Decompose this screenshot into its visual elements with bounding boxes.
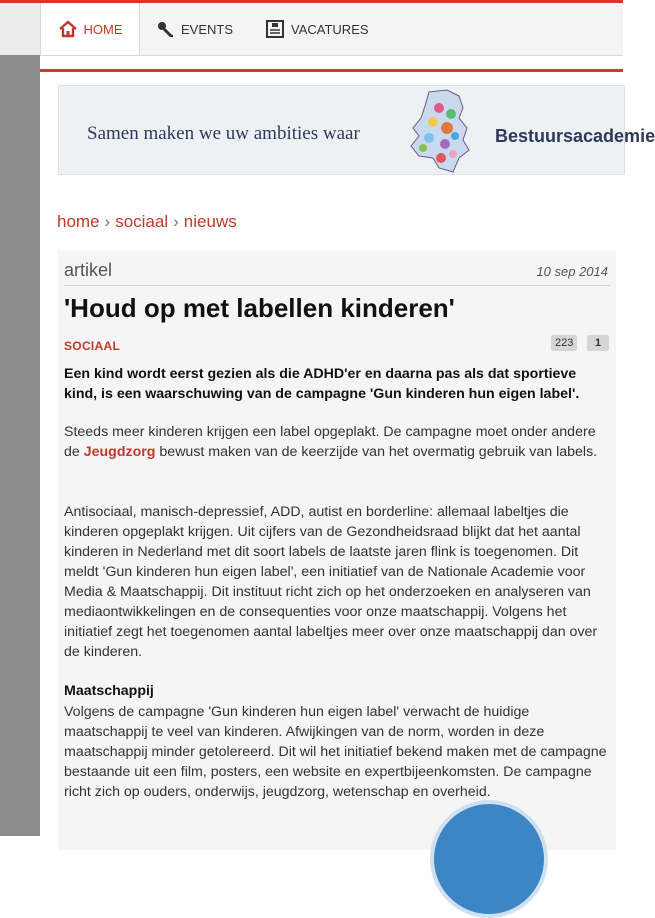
- advertisement-banner[interactable]: [58, 85, 655, 175]
- section-label: artikel: [64, 260, 113, 280]
- article-title: 'Houd op met labellen kinderen': [64, 293, 455, 323]
- main-navigation: [40, 3, 623, 56]
- netherlands-map-logo: [389, 88, 489, 174]
- home-icon: [58, 19, 78, 39]
- header-red-divider: [40, 69, 623, 72]
- breadcrumb-sociaal[interactable]: sociaal: [115, 212, 169, 231]
- breadcrumb-home[interactable]: home: [57, 212, 100, 231]
- article-intro: Een kind wordt eerst gezien als die ADHD'er en daarna pas als dat sportieve kind, is een waarschuwing van de campagne 'Gun kinderen hun eigen label'.: [64, 366, 580, 402]
- category-link[interactable]: SOCIAAL: [64, 339, 121, 353]
- microphone-icon: [155, 19, 175, 39]
- article-container: [58, 250, 616, 850]
- paragraph-text: bewust maken van de keerzijde van het overmatig gebruik van labels.: [155, 444, 598, 460]
- article-paragraph-1: [64, 422, 612, 462]
- nav-home-label: HOME: [83, 21, 123, 37]
- left-side-panel: [0, 55, 40, 836]
- comments-count-badge[interactable]: 1: [587, 335, 609, 351]
- nav-vacatures[interactable]: [265, 3, 369, 55]
- article-subheading: Maatschappij: [64, 683, 154, 699]
- article-divider: [64, 285, 610, 286]
- nav-vacatures-label: VACATURES: [291, 21, 369, 37]
- chevron-right-icon: ›: [104, 212, 111, 231]
- breadcrumb: [57, 212, 237, 232]
- nav-events[interactable]: [155, 3, 233, 55]
- chevron-right-icon: ›: [173, 212, 179, 231]
- document-icon: [265, 19, 285, 39]
- banner-slogan: Samen maken we uw ambities waar: [87, 123, 360, 144]
- breadcrumb-nieuws[interactable]: nieuws: [183, 212, 237, 231]
- paragraph-text: Steeds meer kinderen krijgen een label opgeplakt. De campagne moet onder andere de: [64, 424, 596, 460]
- jeugdzorg-link[interactable]: Jeugdzorg: [83, 444, 156, 460]
- banner-brand: Bestuursacademie: [495, 126, 655, 146]
- floating-badge[interactable]: [430, 800, 548, 918]
- views-count-badge: 223: [551, 335, 577, 351]
- article-date: 10 sep 2014: [536, 264, 608, 279]
- article-paragraph-3: Volgens de campagne 'Gun kinderen hun eigen label' verwacht de huidige maatschappij te veel van kinderen. Afwijkingen van de norm, worden in deze maatschappij minder getolereerd. Dit wil het initiatief bekend maken met de campagne bestaande uit een film, posters, een website en expertbijeenkomsten. De campagne richt zich op ouders, onderwijs, jeugdzorg, wetenschap en overheid.: [64, 704, 607, 800]
- nav-home[interactable]: [40, 3, 140, 55]
- nav-events-label: EVENTS: [181, 21, 234, 37]
- article-paragraph-2: Antisociaal, manisch-depressief, ADD, autist en borderline: allemaal labeltjes die kinderen opgeplakt krijgen. Uit cijfers van de Gezondheidsraad blijkt dat het aantal kinderen in Nederland met dit soort labels de laatste jaren flink is toegenomen. Dit meldt 'Gun kinderen hun eigen label', een initiatief van de Nationale Academie voor Media & Maatschappij. Dit instituut richt zich op het onderzoeken en analyseren van mediaontwikkelingen en de consequenties voor onze maatschappij. Volgens het initiatief zegt het toegenomen aantal labeltjes meer over onze maatschappij dan over de kinderen.: [64, 504, 598, 660]
